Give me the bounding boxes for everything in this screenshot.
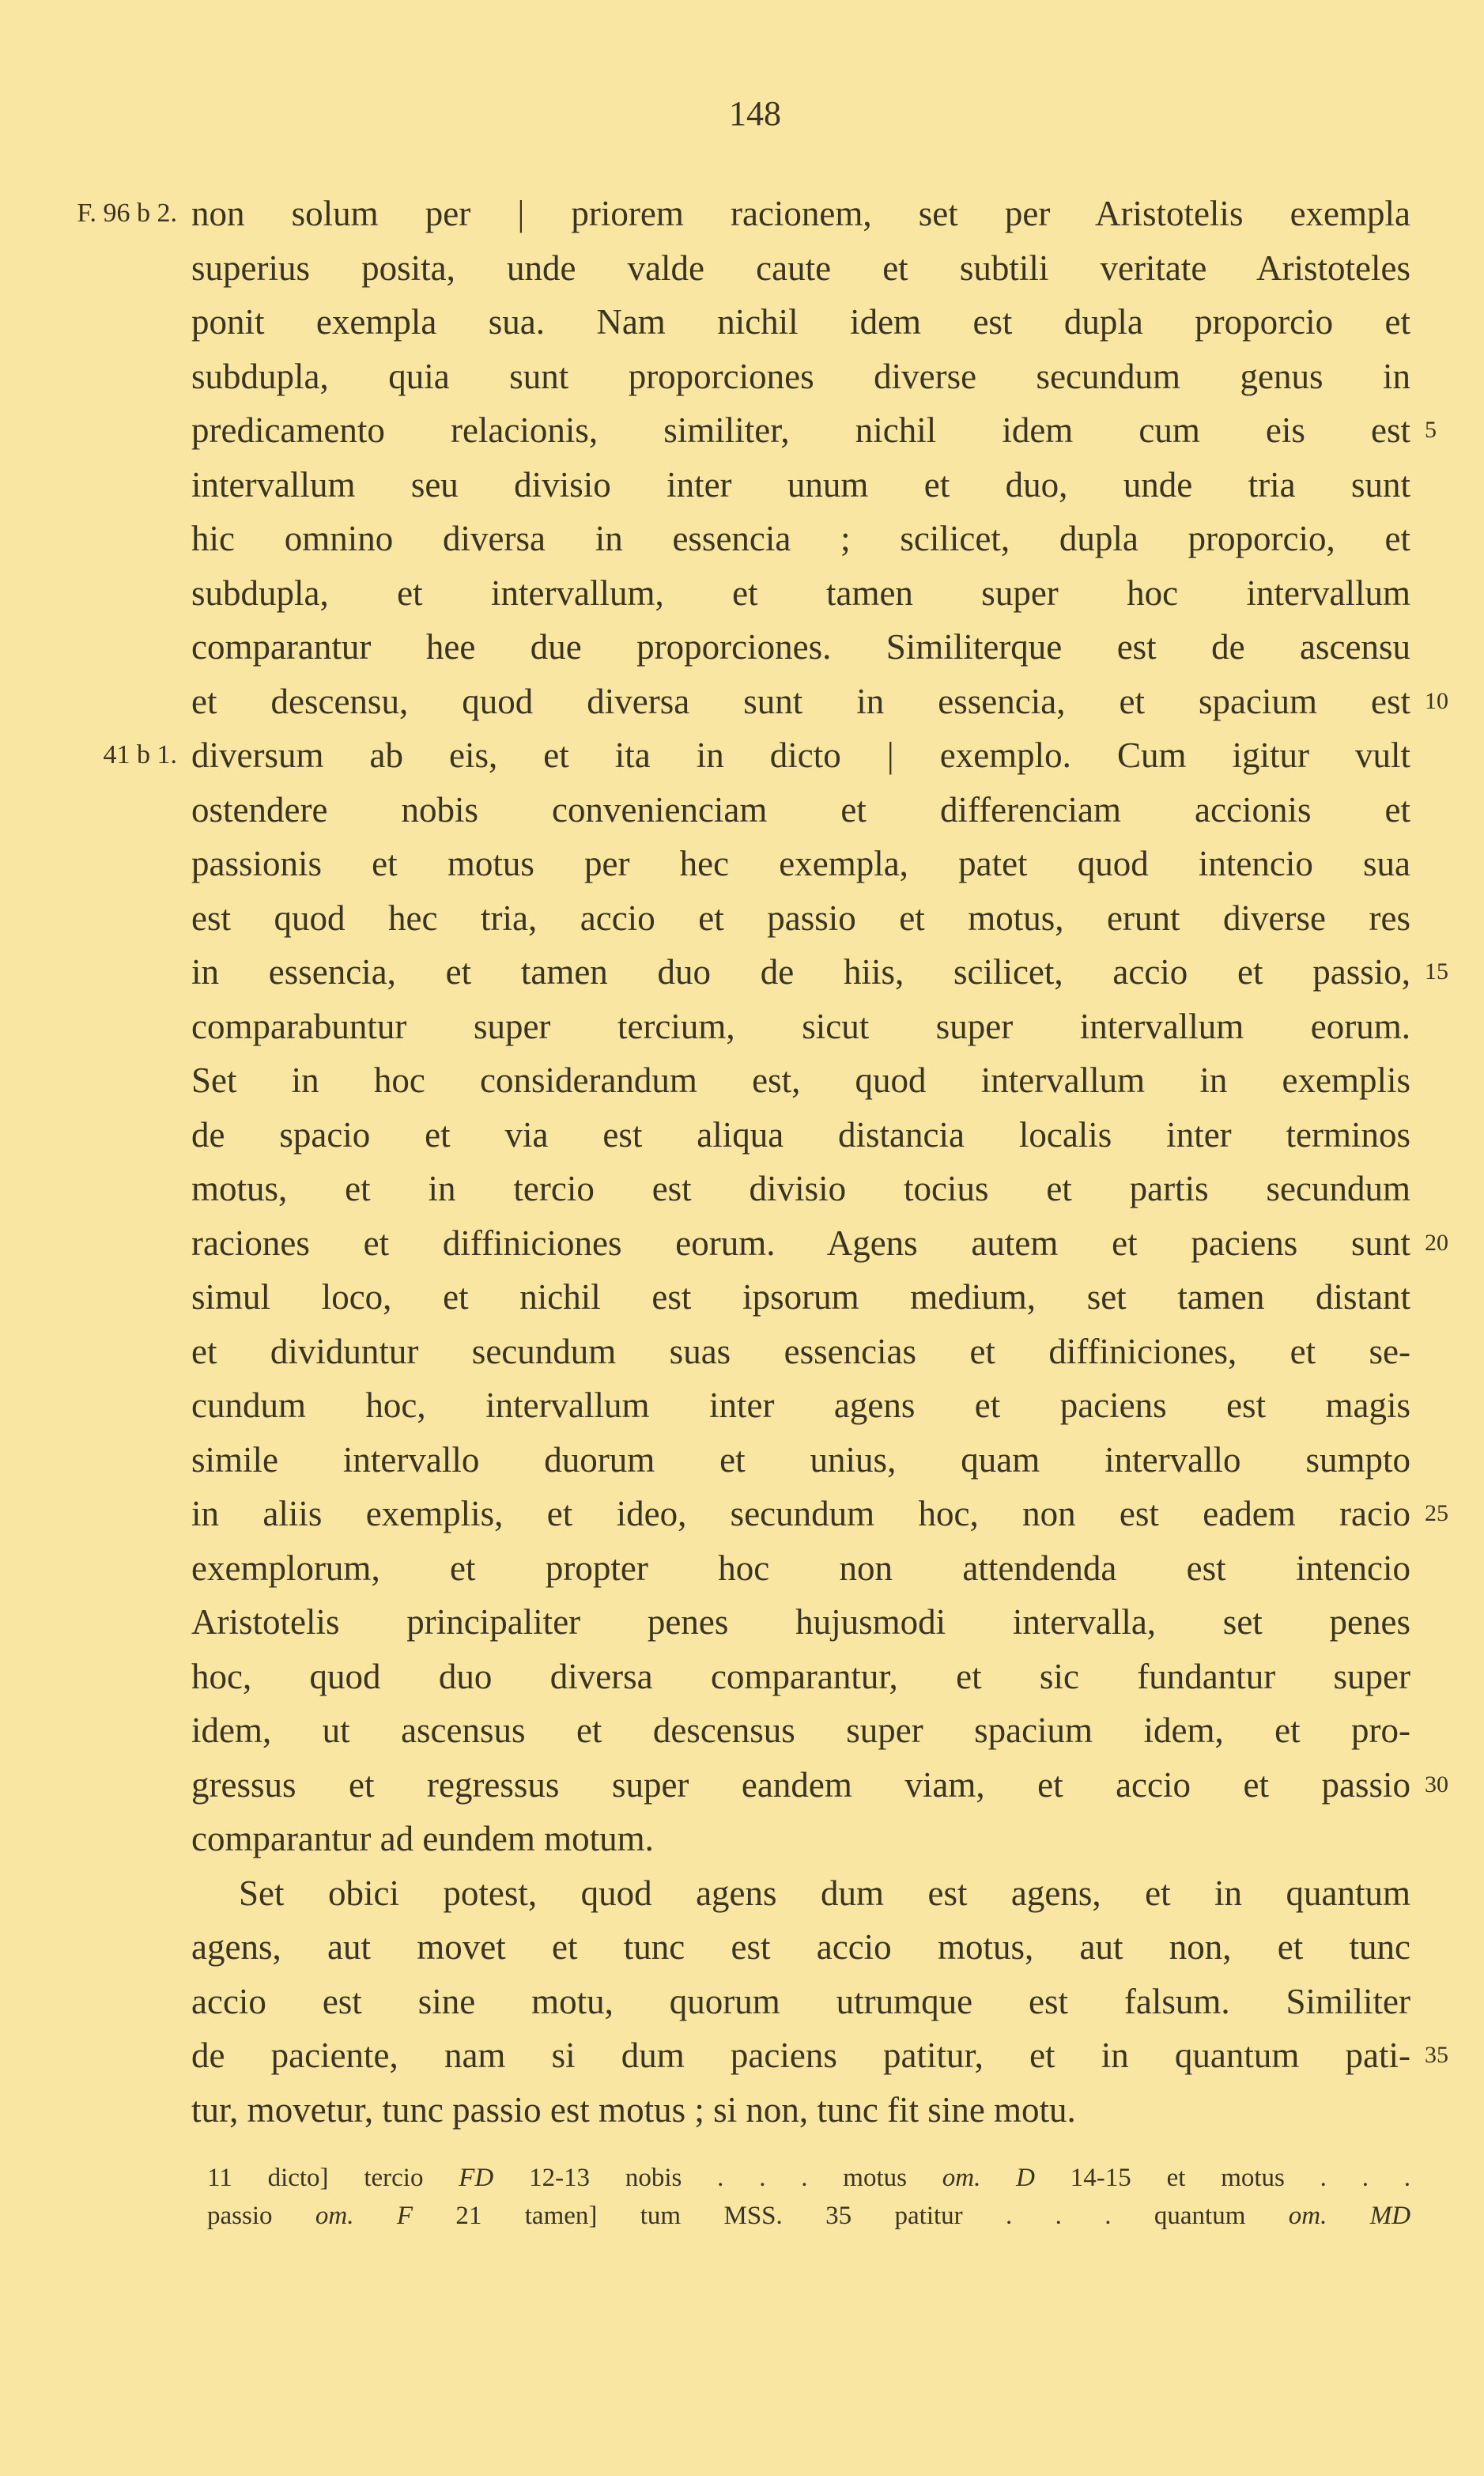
text-line [191,945,1448,1000]
footnote-12-13: 12-13 nobis . . . motus om. D [529,2164,1035,2192]
line-number: 35 [1425,2042,1448,2068]
text-line [191,458,1410,512]
line-text: simile intervallo duorum et unius, quam intervallo sumpto [191,1439,1410,1480]
text-line [77,187,1410,241]
line-text: intervallum seu divisio inter unum et duo, unde tria sunt [191,464,1410,505]
folio-reference: F. 96 b 2. [77,198,177,228]
line-text: subdupla, et intervallum, et tamen super hoc intervallum [191,573,1410,613]
line-number: 25 [1425,1500,1448,1526]
line-text: hic omnino diversa in essencia ; scilicet, dupla proporcio, et [191,519,1410,558]
text-line [191,512,1410,566]
text-line [191,1650,1410,1704]
text-line [191,1487,1448,1541]
text-line [191,2083,1410,2138]
line-text: Aristotelis principaliter penes hujusmodi intervalla, set penes [191,1602,1410,1642]
line-text: tur, movetur, tunc passio est motus ; si non, tunc fit sine motu. [191,2089,1076,2130]
line-text: non solum per | priorem racionem, set per Aristotelis exempla [191,194,1410,233]
footnote-35: 35 patitur . . . quantum om. MD [825,2202,1411,2230]
page-number: 148 [729,94,781,133]
text-line [191,1812,1410,1866]
line-text: comparantur ad eundem motum. [191,1819,654,1858]
line-text: superius posita, unde valde caute et subtili veritate Aristoteles [191,248,1410,288]
text-line [191,1216,1448,1271]
line-text: subdupla, quia sunt proporciones diverse secundum genus in [191,356,1410,396]
text-line [191,2028,1448,2083]
line-text: motus, et in tercio est divisio tocius et partis secundum [191,1169,1410,1208]
line-text: simul loco, et nichil est ipsorum medium, set tamen distant [191,1277,1410,1317]
text-line [191,566,1410,621]
line-number: 10 [1425,687,1448,714]
line-text: comparantur hee due proporciones. Similiterque est de ascensu [191,627,1410,667]
line-text: in essencia, et tamen duo de hiis, scilicet, accio et passio, [191,952,1410,992]
text-line [191,1920,1410,1975]
line-number: 15 [1425,958,1448,985]
text-line [191,1595,1410,1650]
line-text: est quod hec tria, accio et passio et motus, erunt diverse res [191,898,1410,938]
footnote-11: 11 dicto] tercio FD [207,2164,494,2192]
text-line [191,350,1410,404]
line-text: in aliis exemplis, et ideo, secundum hoc, non est eadem racio [191,1494,1410,1533]
line-text: raciones et diffiniciones eorum. Agens autem et paciens sunt [191,1223,1410,1263]
footnote-21: 21 tamen] tum MSS. [455,2202,783,2230]
text-line [191,1000,1410,1054]
footnote-line-1 [207,2159,1410,2197]
line-text: passionis et motus per hec exempla, patet quod intencio sua [191,844,1410,883]
text-line [191,295,1410,350]
text-line [191,1703,1410,1758]
line-text: idem, ut ascensus et descensus super spacium idem, et pro- [191,1711,1410,1750]
line-text: hoc, quod duo diversa comparantur, et sic fundantur super [191,1656,1410,1696]
line-text: de spacio et via est aliqua distancia localis inter terminos [191,1114,1410,1155]
text-line [191,675,1448,729]
line-text: de paciente, nam si dum paciens patitur, et in quantum pati- [191,2036,1410,2075]
text-line [191,1433,1410,1487]
line-text: gressus et regressus super eandem viam, et accio et passio [191,1764,1410,1805]
line-text: exemplorum, et propter hoc non attendenda est intencio [191,1548,1410,1588]
line-text: comparabuntur super tercium, sicut super intervallum eorum. [191,1006,1410,1046]
line-text: predicamento relacionis, similiter, nichil idem cum eis est [191,410,1410,450]
line-text: cundum hoc, intervallum inter agens et paciens est magis [191,1385,1410,1425]
text-line [191,1866,1410,1921]
folio-reference: 41 b 1. [103,740,177,769]
line-number: 30 [1425,1771,1448,1797]
line-text: Set obici potest, quod agens dum est agens, et in quantum [239,1873,1410,1913]
line-text: Set in hoc considerandum est, quod intervallum in exemplis [191,1060,1410,1100]
line-number: 20 [1425,1229,1448,1256]
line-number: 5 [1425,417,1437,443]
text-line [191,1108,1410,1162]
line-text: agens, aut movet et tunc est accio motus, aut non, et tunc [191,1927,1410,1967]
text-line [191,241,1410,296]
text-line [191,1270,1410,1325]
footnote-14-15-cont: passio om. F [207,2202,413,2230]
line-text: ostendere nobis convenienciam et differenciam accionis et [191,789,1410,830]
footnotes [207,2159,1410,2235]
line-text: et descensu, quod diversa sunt in essencia, et spacium est [191,681,1410,721]
text-line [191,891,1410,946]
text-line [191,1541,1410,1596]
text-line [191,403,1437,458]
text-line [191,620,1410,675]
footnote-14-15: 14-15 et motus . . . [1070,2164,1411,2192]
text-line [191,1378,1410,1433]
text-line [191,1758,1448,1813]
line-text: et dividuntur secundum suas essencias et diffiniciones, et se- [191,1331,1410,1371]
text-line [191,783,1410,837]
line-text: diversum ab eis, et ita in dicto | exemplo. Cum igitur vult [191,735,1410,775]
main-text [77,187,1448,2137]
text-line [191,837,1410,891]
footnote-line-2 [207,2197,1410,2235]
text-line [191,1162,1410,1216]
text-line [191,1975,1410,2029]
line-text: ponit exempla sua. Nam nichil idem est dupla proporcio et [191,302,1410,342]
text-line [103,728,1410,783]
text-line [191,1325,1410,1379]
line-text: accio est sine motu, quorum utrumque est falsum. Similiter [191,1981,1410,2021]
text-line [191,1053,1410,1108]
